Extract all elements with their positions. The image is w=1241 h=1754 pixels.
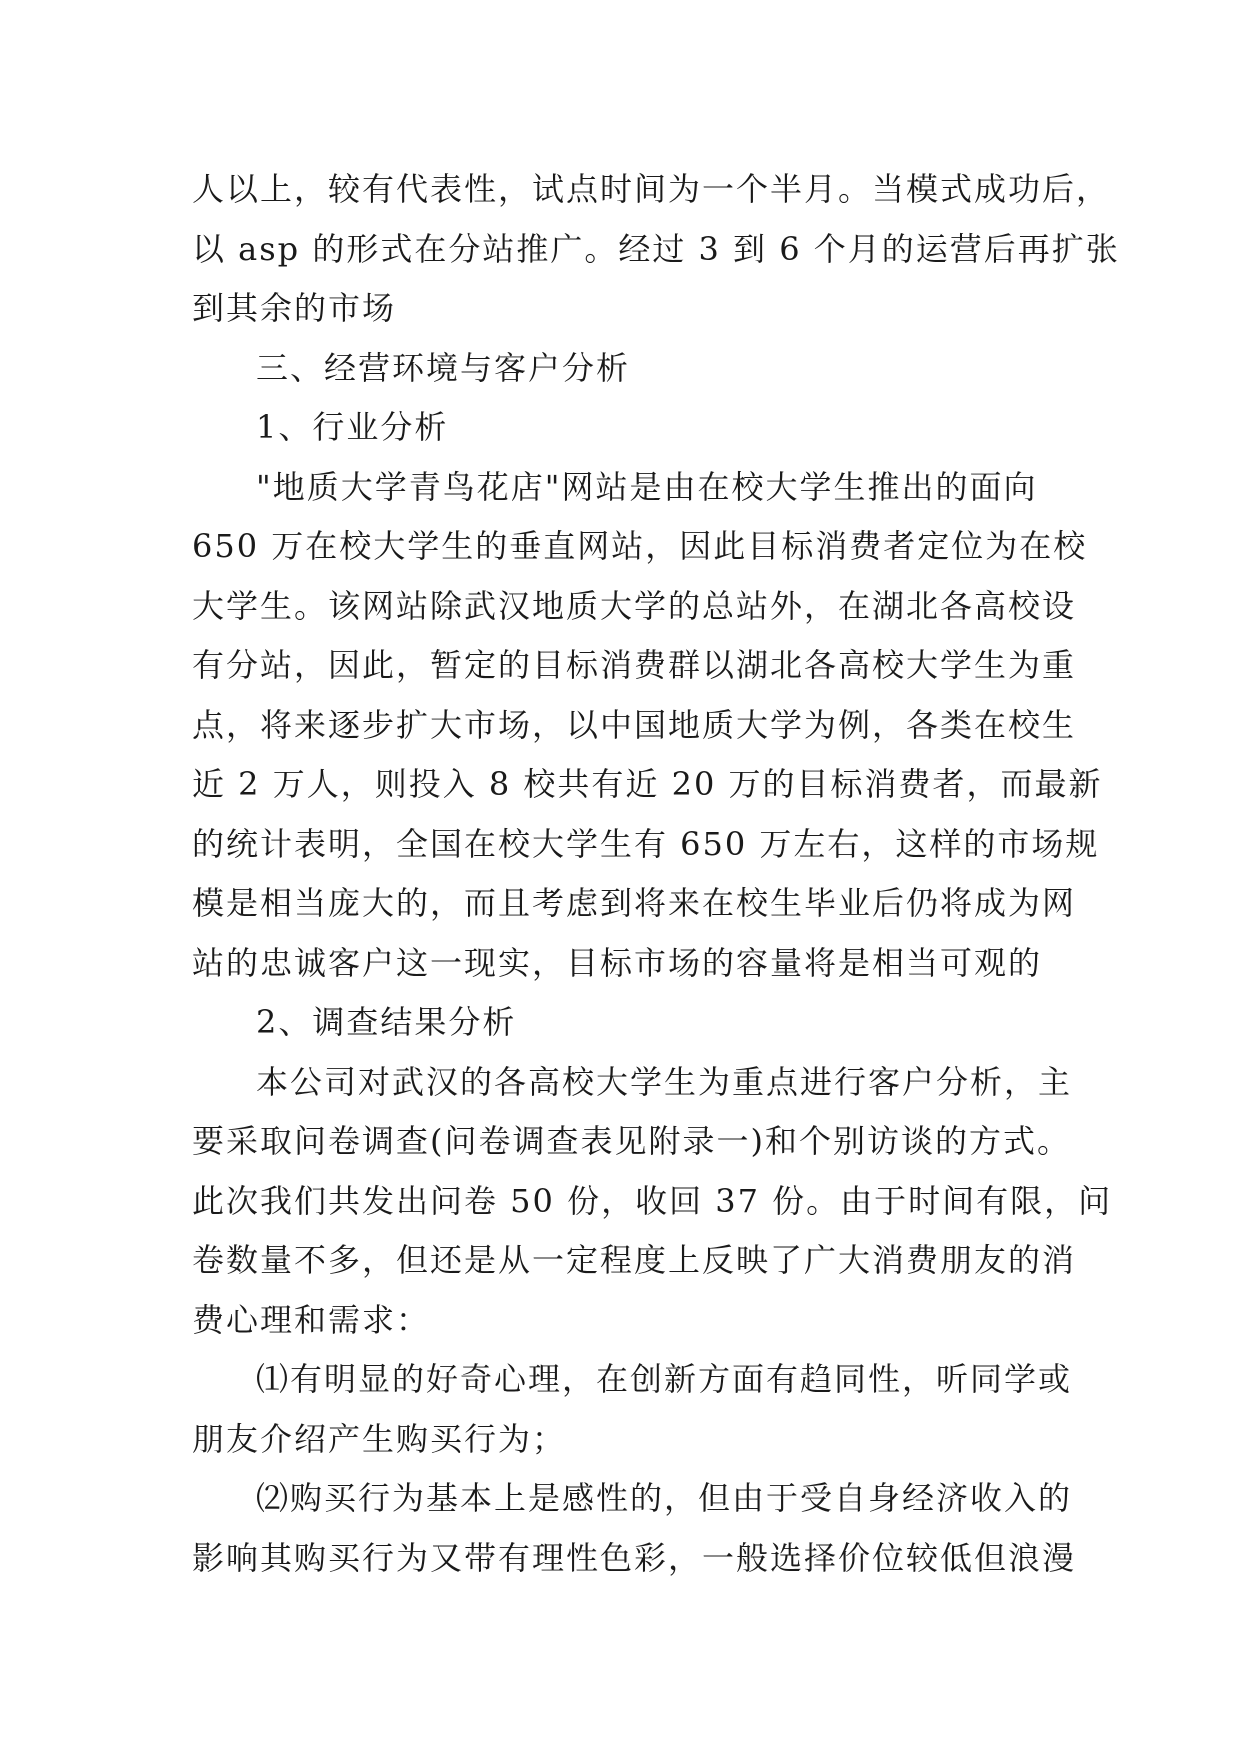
subsection-heading: 2、调查结果分析: [256, 1003, 517, 1041]
document-body: [192, 160, 1120, 1588]
text-line: 近 2 万人，则投入 8 校共有近 20 万的目标消费者，而最新: [192, 765, 1103, 803]
text-line: 的统计表明，全国在校大学生有 650 万左右，这样的市场规: [192, 824, 1100, 863]
text-line: 站的忠诚客户这一现实，目标市场的容量将是相当可观的: [192, 943, 1043, 982]
text-line: 影响其购买行为又带有理性色彩，一般选择价位较低但浪漫: [192, 1538, 1077, 1577]
text-line: 本公司对武汉的各高校大学生为重点进行客户分析，主: [256, 1062, 1073, 1101]
subsection-heading: 1、行业分析: [256, 408, 449, 446]
text-line: 650 万在校大学生的垂直网站，因此目标消费者定位为在校: [192, 527, 1088, 565]
text-line: 人以上，较有代表性，试点时间为一个半月。当模式成功后，: [192, 170, 1111, 208]
text-line: 到其余的市场: [192, 289, 397, 327]
list-item: ⑴有明显的好奇心理，在创新方面有趋同性，听同学或: [256, 1360, 1073, 1398]
text-line: 模是相当庞大的，而且考虑到将来在校生毕业后仍将成为网: [192, 884, 1077, 922]
list-item: ⑵购买行为基本上是感性的，但由于受自身经济收入的: [256, 1479, 1073, 1517]
text-line: 以 asp 的形式在分站推广。经过 3 到 6 个月的运营后再扩张: [192, 229, 1120, 268]
text-line: 此次我们共发出问卷 50 份，收回 37 份。由于时间有限，问: [192, 1181, 1113, 1220]
text-line: 大学生。该网站除武汉地质大学的总站外，在湖北各高校设: [192, 586, 1077, 625]
text-line: 费心理和需求：: [192, 1300, 431, 1339]
text-line: "地质大学青鸟花店"网站是由在校大学生推出的面向: [256, 467, 1038, 506]
section-heading: 三、经营环境与客户分析: [256, 348, 631, 387]
text-line: 要采取问卷调查(问卷调查表见附录一)和个别访谈的方式。: [192, 1122, 1071, 1160]
text-line: 卷数量不多，但还是从一定程度上反映了广大消费朋友的消: [192, 1241, 1077, 1279]
text-line: 有分站，因此，暂定的目标消费群以湖北各高校大学生为重: [192, 646, 1077, 684]
text-line: 朋友介绍产生购买行为；: [192, 1419, 567, 1458]
text-line: 点，将来逐步扩大市场，以中国地质大学为例，各类在校生: [192, 705, 1077, 744]
